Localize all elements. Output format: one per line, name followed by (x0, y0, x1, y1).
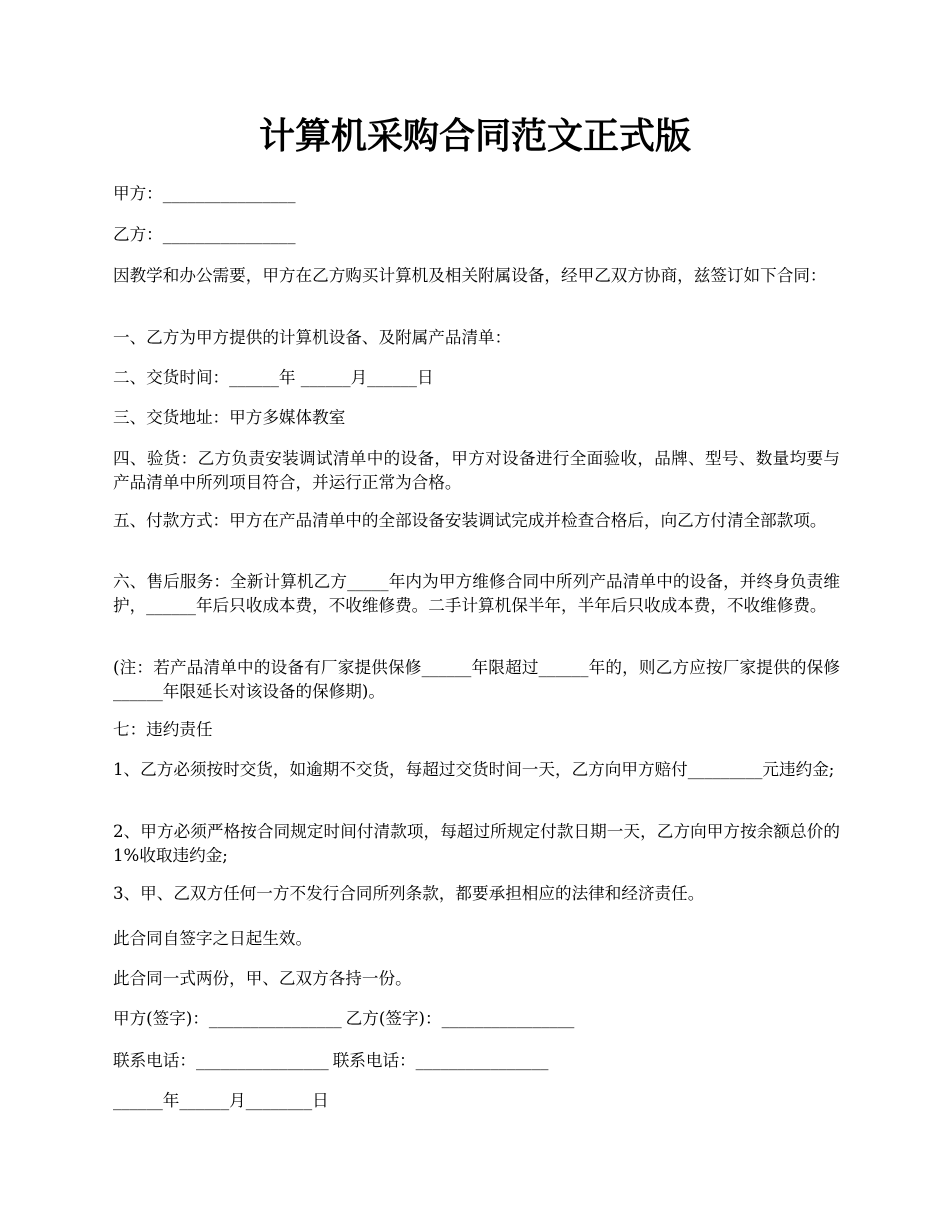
warranty-note: (注：若产品清单中的设备有厂家提供保修______年限超过______年的，则乙方应按厂家提供的保修______年限延长对该设备的保修期)。 (113, 658, 840, 701)
date-line: ______年______月________日 (113, 1091, 329, 1110)
phone-line (113, 1049, 548, 1073)
phone-party-a: 联系电话：________________ (113, 1051, 329, 1070)
liability-2: 2、甲方必须严格按合同规定时间付清款项，每超过所规定付款日期一天，乙方向甲方按余额总价的 1%收取违约金; (113, 822, 840, 865)
clause-1: 一、乙方为甲方提供的计算机设备、及附属产品清单： (113, 328, 512, 347)
liability-1: 1、乙方必须按时交货，如逾期不交货，每超过交货时间一天，乙方向甲方赔付_________元违约金; (113, 760, 835, 779)
signature-party-b: 乙方(签字)：________________ (345, 1009, 575, 1028)
clause-7-heading: 七：违约责任 (113, 720, 213, 739)
clause-2-delivery-time: 二、交货时间：______年 ______月______日 (113, 368, 434, 387)
document-title: 计算机采购合同范文正式版 (258, 116, 691, 157)
signature-party-a: 甲方(签字)：________________ (113, 1009, 342, 1028)
effective-clause: 此合同自签字之日起生效。 (113, 929, 313, 948)
copies-clause: 此合同一式两份，甲、乙双方各持一份。 (113, 969, 412, 988)
liability-3: 3、甲、乙双方任何一方不发行合同所列条款，都要承担相应的法律和经济责任。 (113, 884, 705, 903)
clause-4-inspection: 四、验货：乙方负责安装调试清单中的设备，甲方对设备进行全面验收，品牌、型号、数量均要与产品清单中所列项目符合，并运行正常为合格。 (113, 449, 840, 492)
clause-6-after-sales: 六、售后服务：全新计算机乙方_____年内为甲方维修合同中所列产品清单中的设备，并终身负责维护，______年后只收成本费，不收维修费。二手计算机保半年，半年后只收成本费，不收维修费。 (113, 572, 840, 615)
clause-5-payment: 五、付款方式：甲方在产品清单中的全部设备安装调试完成并检查合格后，向乙方付清全部款项。 (113, 511, 827, 530)
signature-line (113, 1007, 574, 1031)
clause-3-delivery-address: 三、交货地址：甲方多媒体教室 (113, 408, 346, 427)
party-b-line: 乙方：________________ (113, 225, 296, 244)
phone-party-b: 联系电话：________________ (332, 1051, 549, 1070)
party-a-line: 甲方：________________ (113, 184, 296, 203)
intro-paragraph: 因教学和办公需要，甲方在乙方购买计算机及相关附属设备，经甲乙双方协商，兹签订如下合同： (113, 266, 827, 285)
